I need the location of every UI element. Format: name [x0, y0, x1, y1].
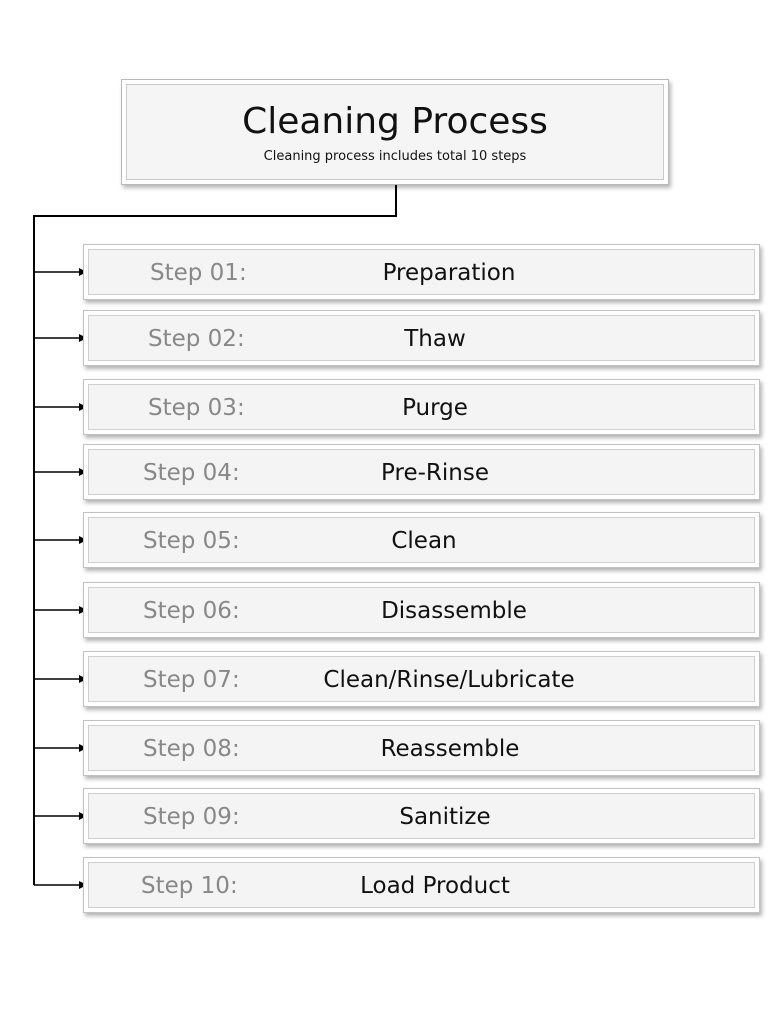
step-box: [83, 582, 760, 638]
step-box: [83, 857, 760, 913]
step-box: [83, 379, 760, 435]
step-name: Disassemble: [381, 598, 527, 624]
step-name: Sanitize: [399, 804, 491, 830]
step-name: Load Product: [360, 873, 510, 899]
step-number-label: Step 08:: [143, 736, 240, 762]
step-box: [83, 512, 760, 568]
step-number-label: Step 07:: [143, 667, 240, 693]
step-number-label: Step 05:: [143, 528, 240, 554]
step-number-label: Step 03:: [148, 395, 245, 421]
step-name: Purge: [402, 395, 468, 421]
step-name: Clean: [391, 528, 457, 554]
step-name: Pre-Rinse: [381, 460, 489, 486]
step-name: Preparation: [382, 260, 516, 286]
step-box: [83, 788, 760, 844]
step-box: [83, 244, 760, 300]
step-box: [83, 310, 760, 366]
step-box: [83, 720, 760, 776]
step-box: [83, 651, 760, 707]
title-box: [121, 79, 669, 185]
step-box: [83, 444, 760, 500]
diagram-subtitle: Cleaning process includes total 10 steps: [263, 149, 527, 164]
step-name: Clean/Rinse/Lubricate: [323, 667, 575, 693]
step-number-label: Step 06:: [143, 598, 240, 624]
step-name: Reassemble: [380, 736, 520, 762]
step-name: Thaw: [404, 326, 466, 352]
diagram-title: Cleaning Process: [242, 101, 548, 142]
step-number-label: Step 01:: [150, 260, 247, 286]
step-number-label: Step 02:: [148, 326, 245, 352]
step-number-label: Step 04:: [143, 460, 240, 486]
step-number-label: Step 09:: [143, 804, 240, 830]
step-number-label: Step 10:: [141, 873, 238, 899]
